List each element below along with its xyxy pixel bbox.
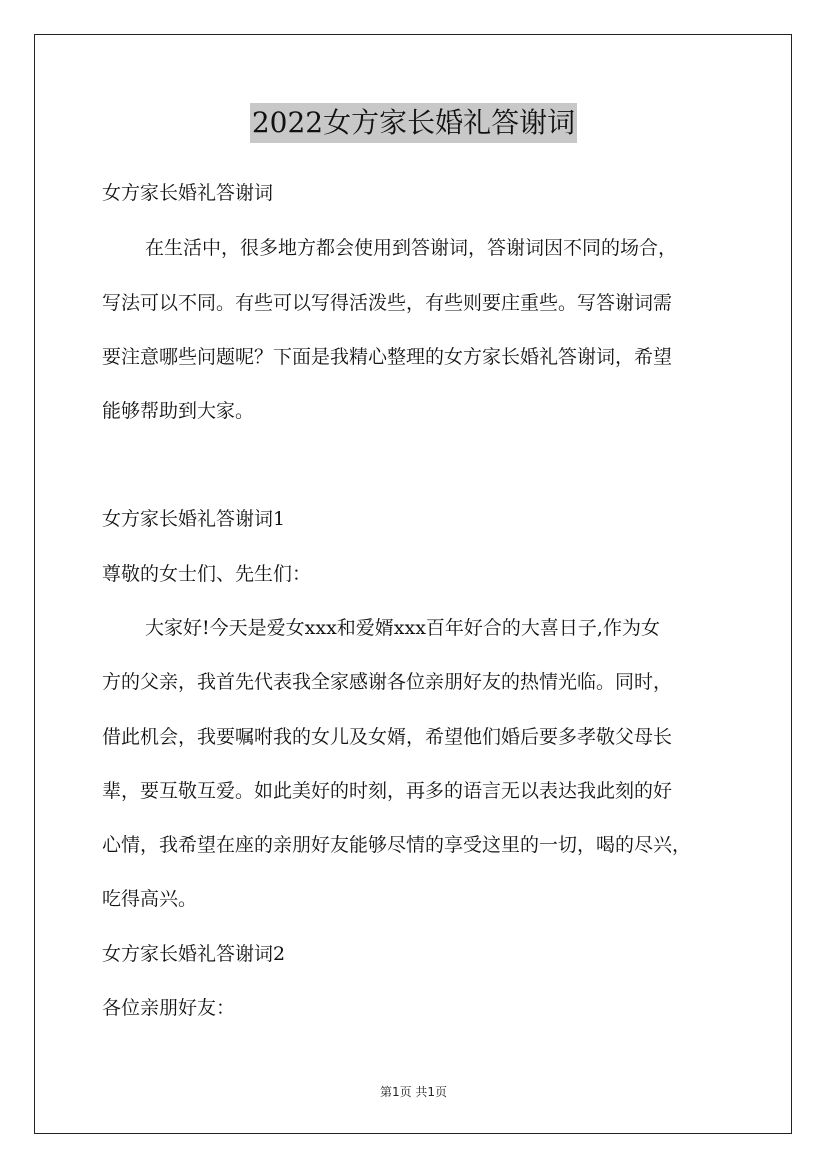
paragraph-line: 要注意哪些问题呢？下面是我精心整理的女方家长婚礼答谢词，希望 [102,346,673,368]
document-title: 2022女方家长婚礼答谢词 [250,103,577,143]
paragraph-line: 在生活中，很多地方都会使用到答谢词，答谢词因不同的场合， [145,237,678,259]
paragraph-line: 辈，要互敬互爱。如此美好的时刻，再多的语言无以表达我此刻的好 [102,780,673,802]
section-heading: 女方家长婚礼答谢词 [102,182,274,204]
page-footer: 第1页 共1页 [379,1085,448,1099]
paragraph-line: 借此机会，我要嘱咐我的女儿及女婿，希望他们婚后要多孝敬父母长 [102,726,673,748]
paragraph-line: 大家好!今天是爱女xxx和爱婿xxx百年好合的大喜日子,作为女 [145,617,660,639]
section-heading: 女方家长婚礼答谢词1 [102,508,286,530]
paragraph-line: 写法可以不同。有些可以写得活泼些，有些则要庄重些。写答谢词需 [102,292,673,314]
section-heading: 女方家长婚礼答谢词2 [102,943,286,965]
salutation: 尊敬的女士们、先生们： [102,563,312,585]
paragraph-line: 方的父亲，我首先代表我全家感谢各位亲朋好友的热情光临。同时， [102,671,673,693]
paragraph-line: 心情，我希望在座的亲朋好友能够尽情的享受这里的一切，喝的尽兴， [102,834,692,856]
paragraph-line: 吃得高兴。 [102,888,198,910]
title-container [0,103,827,143]
paragraph-line: 能够帮助到大家。 [102,400,255,422]
salutation: 各位亲朋好友： [102,997,236,1019]
